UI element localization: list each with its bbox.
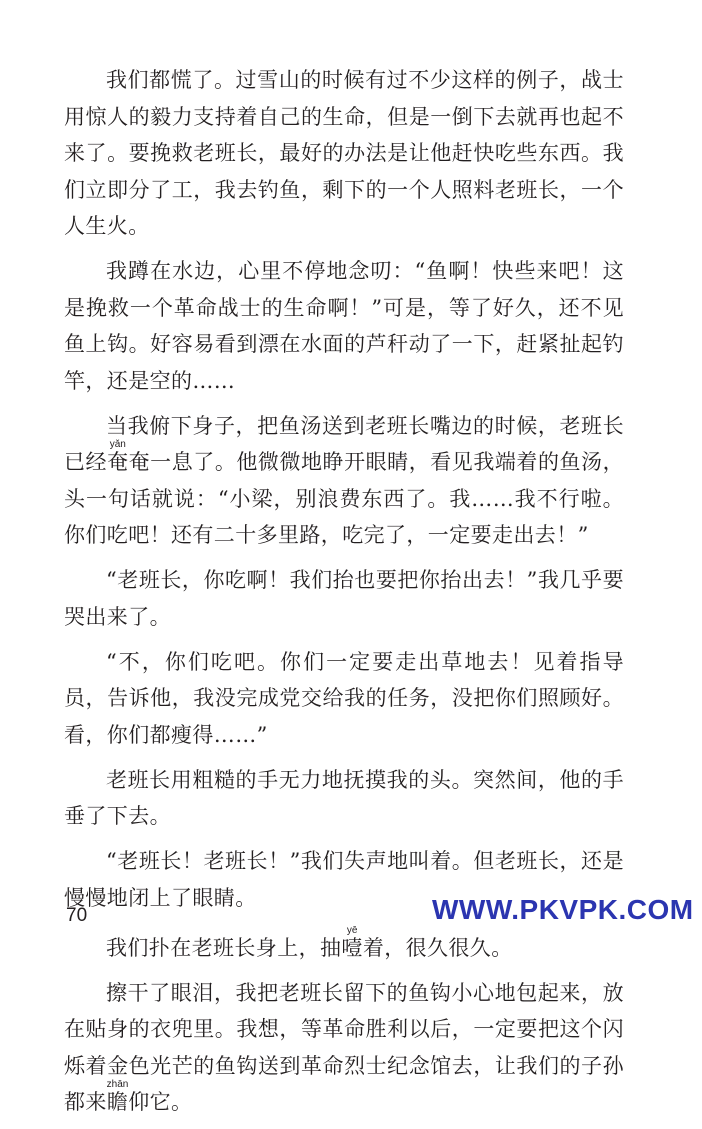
annotated-character-zhan xyxy=(106,1079,129,1114)
paragraph-9 xyxy=(64,975,624,1121)
annotated-character-ye xyxy=(341,924,363,960)
paragraph-6: 老班长用粗糙的手无力地抚摸我的头。突然间，他的手垂了下去。 xyxy=(64,767,624,828)
paragraph-4: “老班长，你吃啊！我们抬也要把你抬出去！”我几乎要哭出来了。 xyxy=(64,568,624,629)
paragraph-3-lead: 当我俯下身子，把鱼汤送到老班长嘴边的时候，老班长已经 xyxy=(64,413,624,474)
pinyin-zhan: zhān xyxy=(106,1079,129,1090)
story-text xyxy=(64,62,624,1129)
ruby-base-zhan: 瞻 xyxy=(106,1090,129,1114)
paragraph-1: 我们都慌了。过雪山的时候有过不少这样的例子，战士用惊人的毅力支持着自己的生命，但是一倒下去就再也起不来了。要挽救老班长，最好的办法是让他赶快吃些东西。我们立即分了工，我去钓鱼，剩下的一个人照料老班长，一个人生火。 xyxy=(64,68,624,238)
paragraph-3 xyxy=(64,408,624,554)
watermark-url: WWW.PKVPK.COM xyxy=(432,894,694,925)
paragraph-8 xyxy=(64,925,624,967)
paragraph-9-rest: 仰它。 xyxy=(128,1090,193,1114)
annotated-character-yan xyxy=(107,439,129,474)
paragraph-7: “老班长！老班长！”我们失声地叫着。但老班长，还是慢慢地闭上了眼睛。 xyxy=(64,849,624,910)
ruby-base-ye: 噎 xyxy=(341,935,363,960)
pinyin-yan: yǎn xyxy=(107,439,129,450)
paragraph-2: 我蹲在水边，心里不停地念叨：“鱼啊！快些来吧！这是挽救一个革命战士的生命啊！”可是，等了好久，还不见鱼上钩。好容易看到漂在水面的芦秆动了一下，赶紧扯起钓竿，还是空的…… xyxy=(64,259,624,393)
paragraph-5: “不，你们吃吧。你们一定要走出草地去！见着指导员，告诉他，我没完成党交给我的任务，没把你们照顾好。看，你们都瘦得……” xyxy=(64,649,624,747)
paragraph-8-rest: 着，很久很久。 xyxy=(362,935,513,960)
page-number: 70 xyxy=(66,905,88,926)
paragraph-3-rest: 奄一息了。他微微地睁开眼睛，看见我端着的鱼汤，头一句话就说：“小梁，别浪费东西了。我……我不行啦。你们吃吧！还有二十多里路，吃完了，一定要走出去！” xyxy=(64,450,624,547)
paragraph-8-lead: 我们扑在老班长身上，抽 xyxy=(106,935,342,960)
paragraph-9-lead: 擦干了眼泪，我把老班长留下的鱼钩小心地包起来，放在贴身的衣兜里。我想，等革命胜利以后，一定要把这个闪烁着金色光芒的鱼钩送到革命烈士纪念馆去，让我们的子孙都来 xyxy=(64,980,624,1114)
pinyin-ye: yē xyxy=(341,924,363,936)
ruby-base-yan: 奄 xyxy=(107,450,129,474)
